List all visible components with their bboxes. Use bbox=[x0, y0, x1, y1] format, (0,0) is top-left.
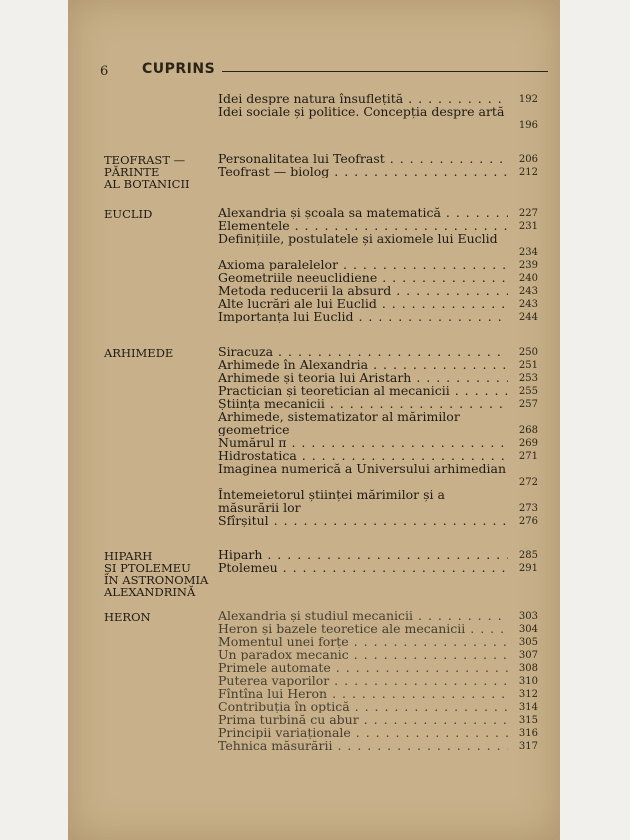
section-name-line: EUCLID bbox=[104, 207, 153, 221]
section-name-line: ȘI PTOLEMEU bbox=[104, 561, 191, 575]
entry-title: Hidrostatica . . . bbox=[218, 449, 508, 462]
toc-entry bbox=[218, 345, 538, 358]
entry-title: Arhimede în Alexandria . . . bbox=[218, 358, 508, 371]
entry-title: Puterea vaporilor . . . bbox=[218, 674, 508, 687]
section-entries bbox=[218, 609, 538, 752]
entry-page-number: 227 bbox=[518, 208, 538, 219]
toc-entry bbox=[218, 687, 538, 700]
toc-entry bbox=[218, 548, 538, 561]
section-name-line: ALEXANDRINĂ bbox=[104, 585, 196, 599]
section-entries bbox=[218, 92, 538, 131]
toc-entry bbox=[218, 700, 538, 713]
page-number: 6 bbox=[100, 64, 109, 79]
section-name-line: HERON bbox=[104, 610, 151, 624]
entry-title: Importanța lui Euclid . . . bbox=[218, 310, 508, 323]
entry-title: Teofrast — biolog . . . bbox=[218, 165, 508, 178]
entry-page-number: 273 bbox=[518, 503, 538, 514]
toc-entry bbox=[218, 397, 538, 410]
entry-page-number: 315 bbox=[518, 715, 538, 726]
toc-entry bbox=[218, 310, 538, 323]
entry-page-number: 231 bbox=[518, 221, 538, 232]
entry-title: Imaginea numerică a Universului arhimedian bbox=[218, 462, 507, 476]
entry-title: Ptolemeu . . . bbox=[218, 561, 508, 574]
entry-page-number: 308 bbox=[518, 663, 538, 674]
section-author-name bbox=[104, 154, 212, 190]
entry-page-number: 257 bbox=[518, 399, 538, 410]
toc-entry bbox=[218, 622, 538, 635]
entry-page-number: 291 bbox=[518, 563, 538, 574]
entry-title: Geometriile neeuclidiene . . . bbox=[218, 271, 508, 284]
entry-page-number: 307 bbox=[518, 650, 538, 661]
toc-entry bbox=[218, 648, 538, 661]
toc-entry bbox=[218, 284, 538, 297]
section-entries bbox=[218, 206, 538, 323]
section-author-name bbox=[104, 550, 212, 598]
entry-page-number: 271 bbox=[518, 451, 538, 462]
entry-page-number: 243 bbox=[518, 299, 538, 310]
toc-entry bbox=[218, 258, 538, 271]
entry-page-number: 212 bbox=[518, 167, 538, 178]
entry-title: Sfîrșitul . . . bbox=[218, 514, 508, 527]
toc-entry bbox=[218, 92, 538, 105]
entry-page-number: 206 bbox=[518, 154, 538, 165]
entry-title: Contribuția în optică . . . bbox=[218, 700, 508, 713]
toc-entry bbox=[218, 739, 538, 752]
entry-title: Numărul π . . . bbox=[218, 436, 508, 449]
toc-entry bbox=[218, 514, 538, 527]
toc-entry bbox=[218, 410, 538, 436]
entry-page-number: 317 bbox=[518, 741, 538, 752]
entry-title: Un paradox mecanic . . . bbox=[218, 648, 508, 661]
entry-title: Primele automate . . . bbox=[218, 661, 508, 674]
section-name-line: ÎN ASTRONOMIA bbox=[104, 573, 209, 587]
entry-title: Metoda reducerii la absurd . . . bbox=[218, 284, 508, 297]
entry-title: Idei sociale și politice. Concepția despre artă bbox=[218, 105, 505, 119]
page-title: CUPRINS bbox=[142, 61, 216, 77]
entry-title: Personalitatea lui Teofrast . . . bbox=[218, 152, 508, 165]
toc-entry bbox=[218, 152, 538, 165]
toc-entry bbox=[218, 105, 538, 131]
entry-page-number: 250 bbox=[518, 347, 538, 358]
entry-page-number: 255 bbox=[518, 386, 538, 397]
toc-entry bbox=[218, 297, 538, 310]
entry-title: Tehnica măsurării . . . bbox=[218, 739, 508, 752]
toc-entry bbox=[218, 462, 538, 488]
section-name-line: ARHIMEDE bbox=[104, 346, 174, 360]
entry-page-number: 316 bbox=[518, 728, 538, 739]
toc-entry bbox=[218, 726, 538, 739]
entry-page-number: 314 bbox=[518, 702, 538, 713]
entry-title: Alexandria și școala sa matematică . . . bbox=[218, 206, 508, 219]
entry-title: Axioma paralelelor . . . bbox=[218, 258, 508, 271]
section-author-name bbox=[104, 347, 212, 359]
entry-page-number: 192 bbox=[518, 94, 538, 105]
entry-page-number: 240 bbox=[518, 273, 538, 284]
section-name-line: PĂRINTE bbox=[104, 165, 160, 179]
entry-title: Alte lucrări ale lui Euclid . . . bbox=[218, 297, 508, 310]
entry-page-number: 251 bbox=[518, 360, 538, 371]
toc-entry bbox=[218, 358, 538, 371]
section-name-line: AL BOTANICII bbox=[104, 177, 190, 191]
section-entries bbox=[218, 345, 538, 527]
section-name-line: TEOFRAST — bbox=[104, 153, 186, 167]
entry-page-number: 244 bbox=[518, 312, 538, 323]
toc-entry bbox=[218, 219, 538, 232]
entry-page-number: 312 bbox=[518, 689, 538, 700]
section-entries bbox=[218, 152, 538, 178]
section-name-line: HIPARH bbox=[104, 549, 153, 563]
entry-title: Idei despre natura însuflețită . . . bbox=[218, 92, 508, 105]
entry-title: Definițiile, postulatele și axiomele lui Euclid bbox=[218, 232, 498, 246]
entry-title: Siracuza . . . bbox=[218, 345, 508, 358]
toc-entry bbox=[218, 436, 538, 449]
toc-entry bbox=[218, 661, 538, 674]
entry-title: Heron și bazele teoretice ale mecanicii . . . bbox=[218, 622, 508, 635]
section-author-name bbox=[104, 611, 212, 623]
entry-title: Principii variaționale . . . bbox=[218, 726, 508, 739]
entry-page-number: 269 bbox=[518, 438, 538, 449]
toc-entry bbox=[218, 713, 538, 726]
section-author-name bbox=[104, 208, 212, 220]
entry-title: Știința mecanicii . . . bbox=[218, 397, 508, 410]
toc-entry bbox=[218, 232, 538, 258]
entry-page-number: 310 bbox=[518, 676, 538, 687]
toc-entry bbox=[218, 674, 538, 687]
entry-title: Întemeietorul științei mărimilor și a măsurării lor bbox=[218, 488, 445, 514]
entry-page-number: 305 bbox=[518, 637, 538, 648]
entry-page-number: 196 bbox=[518, 120, 538, 131]
entry-title: Arhimede și teoria lui Aristarh . . . bbox=[218, 371, 508, 384]
entry-title: Practician și teoretician al mecanicii . . . bbox=[218, 384, 508, 397]
entry-title: Arhimede, sistematizator al mărimilor geometrice bbox=[218, 410, 460, 436]
entry-page-number: 253 bbox=[518, 373, 538, 384]
section-entries bbox=[218, 548, 538, 574]
entry-title: Elementele . . . bbox=[218, 219, 508, 232]
entry-page-number: 239 bbox=[518, 260, 538, 271]
entry-title: Fîntîna lui Heron . . . bbox=[218, 687, 508, 700]
toc-entry bbox=[218, 271, 538, 284]
entry-page-number: 268 bbox=[518, 425, 538, 436]
entry-page-number: 234 bbox=[518, 247, 538, 258]
entry-page-number: 303 bbox=[518, 611, 538, 622]
entry-title: Alexandria și studiul mecanicii . . . bbox=[218, 609, 508, 622]
entry-page-number: 304 bbox=[518, 624, 538, 635]
entry-page-number: 285 bbox=[518, 550, 538, 561]
entry-page-number: 276 bbox=[518, 516, 538, 527]
entry-title: Prima turbină cu abur . . . bbox=[218, 713, 508, 726]
toc-entry bbox=[218, 488, 538, 514]
entry-title: Hiparh . . . bbox=[218, 548, 508, 561]
entry-page-number: 243 bbox=[518, 286, 538, 297]
entry-title: Momentul unei forțe . . . bbox=[218, 635, 508, 648]
toc-entry bbox=[218, 635, 538, 648]
entry-page-number: 272 bbox=[518, 477, 538, 488]
toc-entry bbox=[218, 449, 538, 462]
toc-entry bbox=[218, 384, 538, 397]
toc-entry bbox=[218, 165, 538, 178]
toc-entry bbox=[218, 561, 538, 574]
toc-entry bbox=[218, 609, 538, 622]
toc-entry bbox=[218, 371, 538, 384]
toc-entry bbox=[218, 206, 538, 219]
